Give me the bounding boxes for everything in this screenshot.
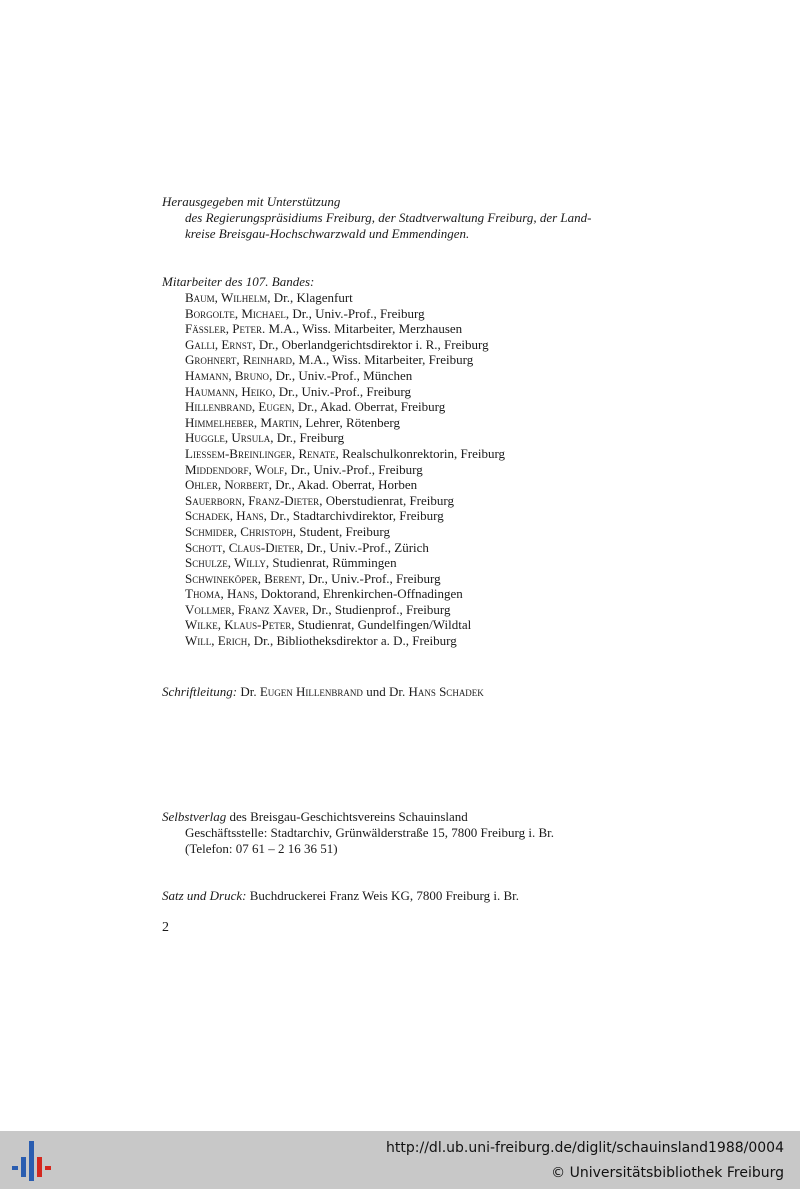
printing-line xyxy=(162,888,519,904)
contributor-name: Haumann, Heiko xyxy=(185,383,273,399)
contributor-detail: , Dr., Studienprof., Freiburg xyxy=(305,601,451,617)
page-number: 2 xyxy=(162,920,169,935)
contributor-name: Hillenbrand, Eugen xyxy=(185,399,292,415)
contributor-detail: , Dr., Akad. Oberrat, Freiburg xyxy=(291,399,446,415)
editors-label: Schriftleitung: xyxy=(162,684,238,699)
contributor-row xyxy=(185,306,505,322)
permalink-url[interactable]: http://dl.ub.uni-freiburg.de/diglit/schauinsland1988/0004 xyxy=(386,1140,784,1156)
contributor-row xyxy=(185,493,505,509)
support-line-2: kreise Breisgau-Hochschwarzwald und Emmendingen. xyxy=(185,226,470,241)
contributor-name: Will, Erich xyxy=(185,633,248,649)
contributor-detail: , Dr., Univ.-Prof., München xyxy=(269,367,413,383)
contributor-row xyxy=(185,571,505,587)
contributor-row xyxy=(185,524,505,540)
contributor-detail: , Dr., Univ.-Prof., Freiburg xyxy=(272,383,411,399)
contributor-detail: , Dr., Univ.-Prof., Freiburg xyxy=(284,461,423,477)
contributor-row xyxy=(185,633,505,649)
support-intro: Herausgegeben mit Unterstützung xyxy=(162,194,341,209)
contributor-name: Wilke, Klaus-Peter xyxy=(185,617,292,633)
contributor-row xyxy=(185,540,505,556)
contributor-detail: , Dr., Oberlandgerichtsdirektor i. R., Freiburg xyxy=(252,336,489,352)
contributor-row xyxy=(185,430,505,446)
contributor-detail: , Dr., Bibliotheksdirektor a. D., Freiburg xyxy=(247,633,457,649)
contributor-name: Galli, Ernst xyxy=(185,336,253,352)
contributor-name: Schadek, Hans xyxy=(185,508,264,524)
contributor-detail: , Studienrat, Gundelfingen/Wildtal xyxy=(291,617,472,633)
publisher-text: des Breisgau-Geschichtsvereins Schauinsland xyxy=(229,809,468,824)
contributor-detail: , Oberstudienrat, Freiburg xyxy=(319,492,454,508)
contributor-detail: , Studienrat, Rümmingen xyxy=(265,555,397,571)
contributor-name: Schmider, Christoph xyxy=(185,523,293,539)
contributor-row xyxy=(185,617,505,633)
contributor-name: Liessem-Breinlinger, Renate xyxy=(185,445,336,461)
ub-freiburg-logo-icon xyxy=(8,1139,52,1183)
publisher-line-2: Geschäftsstelle: Stadtarchiv, Grünwälderstraße 15, 7800 Freiburg i. Br. xyxy=(185,825,554,840)
contributor-name: Fässler, Peter xyxy=(185,321,262,337)
contributor-name: Middendorf, Wolf xyxy=(185,461,285,477)
contributor-row xyxy=(185,368,505,384)
contributor-name: Huggle, Ursula xyxy=(185,430,271,446)
publisher-label: Selbstverlag xyxy=(162,809,227,824)
contributor-name: Thoma, Hans xyxy=(185,586,255,602)
contributor-row xyxy=(185,446,505,462)
contributor-detail: , Dr., Freiburg xyxy=(270,430,345,446)
printing-label: Satz und Druck: xyxy=(162,888,247,903)
contributors-heading: Mitarbeiter des 107. Bandes: xyxy=(162,274,315,289)
contributor-name: Schwineköper, Berent xyxy=(185,570,302,586)
contributor-name: Sauerborn, Franz-Dieter xyxy=(185,492,320,508)
contributors-list xyxy=(185,290,505,649)
contributor-detail: , Lehrer, Rötenberg xyxy=(298,414,400,430)
contributor-row xyxy=(185,415,505,431)
contributor-detail: , Dr., Univ.-Prof., Freiburg xyxy=(301,570,441,586)
contributor-row xyxy=(185,462,505,478)
publisher-line-1 xyxy=(162,809,468,825)
footer-bar xyxy=(0,1131,800,1189)
contributor-row xyxy=(185,352,505,368)
contributor-row xyxy=(185,384,505,400)
contributor-name: Borgolte, Michael xyxy=(185,305,286,321)
contributor-name: Baum, Wilhelm xyxy=(185,290,268,305)
contributor-detail: , M.A., Wiss. Mitarbeiter, Freiburg xyxy=(292,352,474,368)
contributor-detail: , Dr., Univ.-Prof., Freiburg xyxy=(285,305,425,321)
contributor-row xyxy=(185,508,505,524)
contributor-name: Vollmer, Franz Xaver xyxy=(185,601,306,617)
contributor-row xyxy=(185,477,505,493)
editor-name-1: Eugen Hillenbrand xyxy=(259,684,363,699)
copyright-notice: © Universitätsbibliothek Freiburg xyxy=(551,1165,784,1181)
contributor-detail: , Dr., Klagenfurt xyxy=(267,290,353,305)
contributor-row xyxy=(185,337,505,353)
contributor-row xyxy=(185,586,505,602)
contributor-detail: , Doktorand, Ehrenkirchen-Offnadingen xyxy=(254,586,463,602)
contributor-row xyxy=(185,321,505,337)
contributor-detail: , Dr., Akad. Oberrat, Horben xyxy=(268,477,418,493)
support-line-1: des Regierungspräsidiums Freiburg, der Stadtverwaltung Freiburg, der Land- xyxy=(185,210,592,225)
contributor-name: Himmelheber, Martin xyxy=(185,414,299,430)
publisher-line-3: (Telefon: 07 61 – 2 16 36 51) xyxy=(185,841,338,856)
editors-line xyxy=(162,684,484,700)
contributor-name: Grohnert, Reinhard xyxy=(185,352,293,368)
contributor-row xyxy=(185,290,505,306)
contributor-name: Schott, Claus-Dieter xyxy=(185,539,301,555)
contributor-row xyxy=(185,555,505,571)
printing-text: Buchdruckerei Franz Weis KG, 7800 Freiburg i. Br. xyxy=(249,888,520,903)
contributor-name: Schulze, Willy xyxy=(185,555,266,571)
contributor-detail: , Dr., Stadtarchivdirektor, Freiburg xyxy=(263,508,444,524)
editor-name-2: Hans Schadek xyxy=(408,684,484,699)
contributor-name: Ohler, Norbert xyxy=(185,477,269,493)
contributor-detail: , Student, Freiburg xyxy=(292,523,391,539)
editors-dr: Dr. xyxy=(240,684,257,699)
contributor-detail: . M.A., Wiss. Mitarbeiter, Merzhausen xyxy=(261,321,463,337)
editors-conjunction: und Dr. xyxy=(366,684,406,699)
contributor-row xyxy=(185,399,505,415)
contributor-row xyxy=(185,602,505,618)
contributor-detail: , Dr., Univ.-Prof., Zürich xyxy=(300,539,429,555)
contributor-name: Hamann, Bruno xyxy=(185,367,270,383)
contributor-detail: , Realschulkonrektorin, Freiburg xyxy=(335,445,506,461)
